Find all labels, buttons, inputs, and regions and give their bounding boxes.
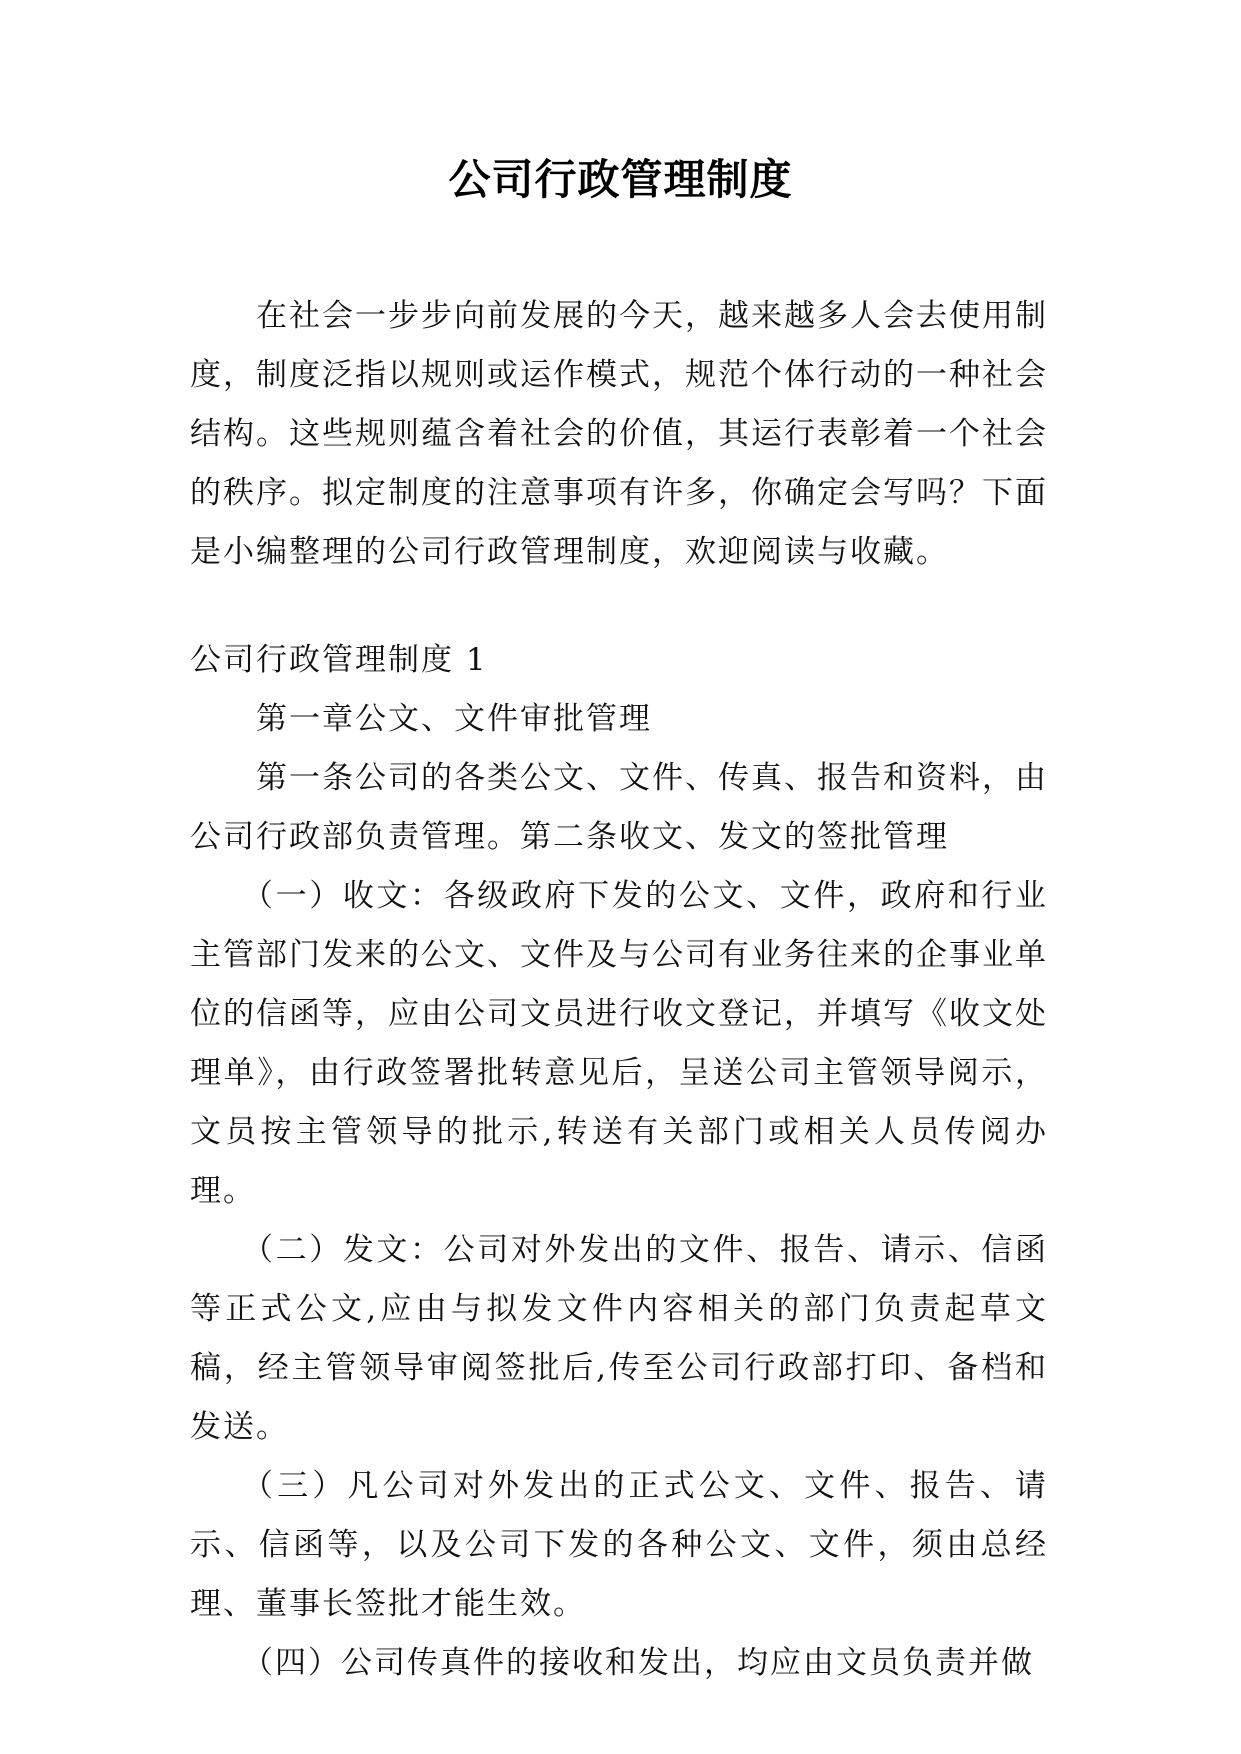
- intro-paragraph: 在社会一步步向前发展的今天，越来越多人会去使用制度，制度泛指以规则或运作模式，规范个体行动的一种社会结构。这些规则蕴含着社会的价值，其运行表彰着一个社会的秩序。拟定制度的注意事项有许多，你确定会写吗？下面是小编整理的公司行政管理制度，欢迎阅读与收藏。: [190, 298, 1048, 570]
- intro-block: [190, 287, 1048, 582]
- article-paragraph: （三）凡公司对外发出的正式公文、文件、报告、请示、信函等，以及公司下发的各种公文、文件，须由总经理、董事长签批才能生效。: [190, 1468, 1048, 1622]
- article-paragraph: （二）发文：公司对外发出的文件、报告、请示、信函等正式公文,应由与拟发文件内容相关的部门负责起草文稿，经主管领导审阅签批后,传至公司行政部打印、备档和发送。: [190, 1232, 1048, 1445]
- article-paragraph: （一）收文：各级政府下发的公文、文件，政府和行业主管部门发来的公文、文件及与公司有业务往来的企事业单位的信函等，应由公司文员进行收文登记，并填写《收文处理单》，由行政签署批转意见后，呈送公司主管领导阅示，文员按主管领导的批示,转送有关部门或相关人员传阅办理。: [190, 878, 1048, 1209]
- document-title: 公司行政管理制度: [448, 155, 793, 204]
- chapter-heading: 第一章公文、文件审批管理: [256, 701, 652, 737]
- main-content: [190, 631, 1048, 1693]
- article-paragraph: 第一条公司的各类公文、文件、传真、报告和资料，由公司行政部负责管理。第二条收文、发文的签批管理: [190, 760, 1048, 855]
- section-heading: 公司行政管理制度 1: [190, 642, 488, 678]
- article-paragraph: （四）公司传真件的接收和发出，均应由文员负责并做: [242, 1645, 1034, 1681]
